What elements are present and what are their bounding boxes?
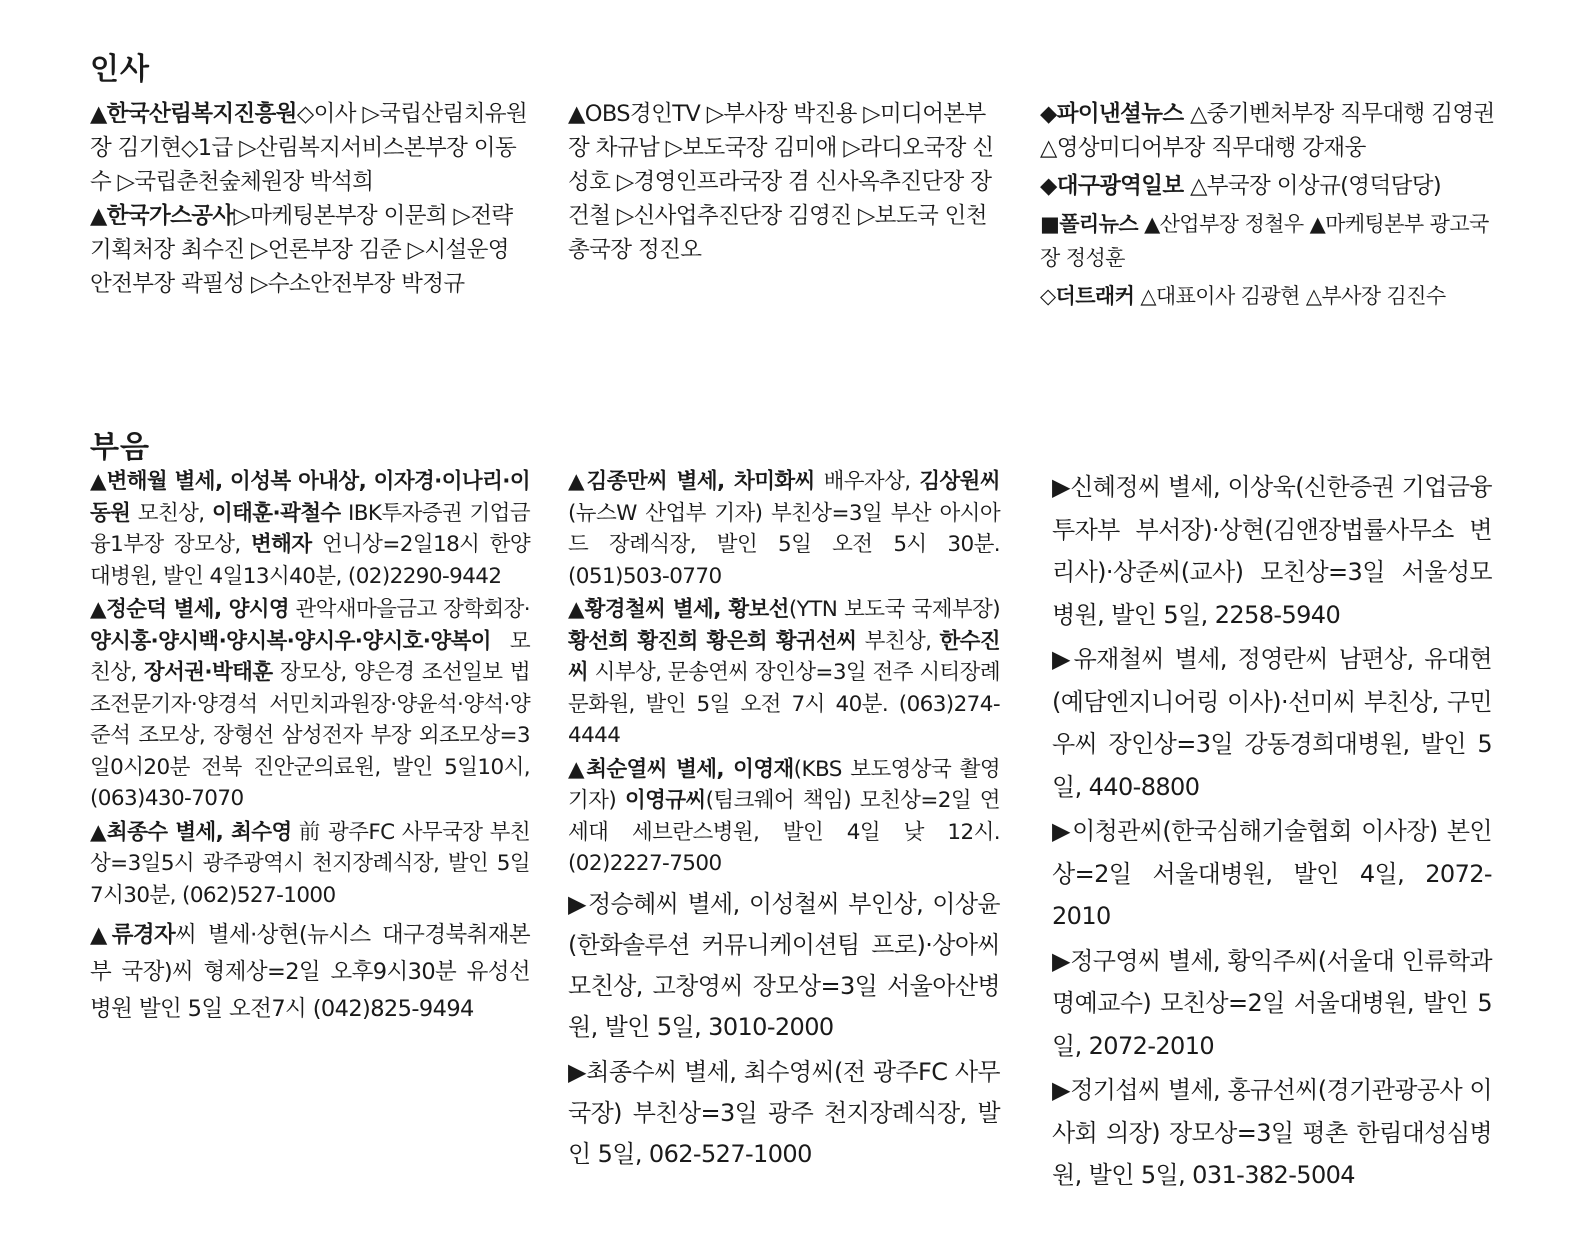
entry-text: ▶신혜정씨 별세, 이상욱(신한증권 기업금융투자부 부서장)·상현(김앤장법률사무소 변리사)·상준씨(교사) 모친상=3일 서울성모병원, 발인 5일, 2258-5940 (1052, 473, 1492, 629)
obituary-entry (90, 817, 530, 912)
names-bold: 황선희 황진희 황은희 황귀선씨 (568, 628, 857, 654)
entry-text: 언니상=2일18시 한양대병원, 발인 4일13시40분, (02)2290-9442 (90, 532, 530, 589)
entry-text: ▶유재철씨 별세, 정영란씨 남편상, 유대현(예담엔지니어링 이사)·선미씨 부친상, 구민우씨 장인상=3일 강동경희대병원, 발인 5일, 440-8800 (1052, 645, 1492, 801)
entry-text: ▷마케팅본부장 이문희 ▷전략기획처장 최수진 ▷언론부장 김준 ▷시설운영안전부장 곽필성 ▷수소안전부장 박정규 (90, 203, 513, 297)
personnel-column-2 (568, 97, 998, 267)
personnel-entry (1040, 97, 1500, 165)
entry-text: ▶정기섭씨 별세, 홍규선씨(경기관광공사 이사회 의장) 장모상=3일 평촌 한림대성심병원, 발인 5일, 031-382-5004 (1052, 1076, 1492, 1189)
entry-text: (YTN 보도국 국제부장) (788, 597, 1001, 622)
entry-text: ▶이청관씨(한국심해기술협회 이사장) 본인상=2일 서울대병원, 발인 4일, 2072-2010 (1052, 817, 1492, 930)
entry-text: △중기벤처부장 직무대행 김영권 △영상미디어부장 직무대행 강재웅 (1040, 101, 1495, 161)
obituary-entry (568, 754, 1000, 880)
obituary-entry (568, 466, 1000, 592)
names-bold: ▲김종만씨 별세, 차미화씨 (568, 469, 815, 494)
personnel-entry (90, 199, 530, 301)
entry-text: ▲산업부장 정철우 ▲마케팅본부 광고국장 정성훈 (1040, 212, 1489, 270)
personnel-entry (1040, 169, 1500, 203)
names-bold: 이태훈·곽철수 (211, 500, 341, 526)
obituary-column-3 (1052, 466, 1492, 1199)
entry-text: 모친상, (90, 628, 530, 685)
obituary-entry (90, 466, 530, 592)
org-name: ■폴리뉴스 (1040, 212, 1138, 236)
names-bold: ▲정순덕 별세, 양시영 (90, 597, 290, 622)
personnel-entry (90, 97, 530, 199)
org-name: ◆대구광역일보 (1040, 173, 1184, 199)
entry-text: ▶정승혜씨 별세, 이성철씨 부인상, 이상윤(한화솔루션 커뮤니케이션팀 프로)·상아씨 모친상, 고창영씨 장모상=3일 서울아산병원, 발인 5일, 3010-2000 (568, 889, 1000, 1041)
entry-text: 배우자상, (814, 469, 920, 494)
entry-text: △대표이사 김광현 △부사장 김진수 (1134, 284, 1446, 308)
entry-text: (KBS 보도영상국 촬영기자) (568, 756, 1001, 813)
entry-text: ▶정구영씨 별세, 황익주씨(서울대 인류학과 명예교수) 모친상=2일 서울대병원, 발인 5일, 2072-2010 (1052, 946, 1492, 1060)
names-bold: 한수진씨 (568, 628, 1000, 685)
entry-text: (팀크웨어 책임) 모친상=2일 연세대 세브란스병원, 발인 4일 낮 12시. (02)2227-7500 (568, 788, 1000, 876)
names-bold: 변해자 (250, 532, 312, 557)
personnel-entry (1040, 279, 1500, 313)
obituary-entry (1052, 638, 1492, 808)
org-name: ▲한국가스공사 (90, 203, 234, 229)
entry-text: 장모상, 양은경 조선일보 법조전문기자·양경석 서민치과원장·양윤석·양석·양준석 조모상, 장형선 삼성전자 부장 외조모상=3일0시20분 전북 진안군의료원, 발인 5일10시, (063)430-7070 (90, 660, 530, 811)
obituary-entry (1052, 940, 1492, 1068)
names-bold: ▲류경자 (90, 922, 176, 948)
obituary-entry (90, 917, 530, 1028)
names-bold: ▲최종수 별세, 최수영 (90, 819, 292, 845)
entry-text: IBK투자증권 기업금융1부장 장모상, (90, 500, 530, 557)
obituary-entry (568, 1052, 1000, 1175)
entry-text: ▲OBS경인TV ▷부사장 박진용 ▷미디어본부장 차규남 ▷보도국장 김미애 ▷라디오국장 신성호 ▷경영인프라국장 겸 신사옥추진단장 장건철 ▷신사업추진단장 김영진 ▷보도국 인천총국장 정진오 (568, 101, 994, 263)
entry-text: 시부상, 문송연씨 장인상=3일 전주 시티장례문화원, 발인 5일 오전 7시 40분. (063)274-4444 (568, 660, 1000, 748)
entry-text: 관악새마을금고 장학회장· (289, 597, 530, 622)
names-bold: ▲황경철씨 별세, 황보선 (568, 597, 789, 622)
obituary-entry (1052, 466, 1492, 636)
personnel-column-3 (1040, 97, 1500, 317)
entry-text: 씨 별세·상현(뉴시스 대구경북취재본부 국장)씨 형제상=2일 오후9시30분 유성선병원 발인 5일 오전7시 (042)825-9494 (90, 922, 530, 1022)
names-bold: 양시홍·양시백·양시복·양시우·양시호·양복이 (90, 628, 491, 654)
org-name: ◇더트래커 (1040, 284, 1135, 308)
entry-text: ◇이사 ▷국립산림치유원장 김기현◇1급 ▷산림복지서비스본부장 이동수 ▷국립춘천숲체원장 박석희 (90, 101, 528, 195)
names-bold: 장서권·박태훈 (143, 660, 273, 685)
section-title-personnel: 인사 (90, 52, 150, 87)
entry-text: 모친상, (130, 500, 212, 526)
obituary-column-1 (90, 466, 530, 1030)
entry-text: 前 광주FC 사무국장 부친상=3일5시 광주광역시 천지장례식장, 발인 5일7시30분, (062)527-1000 (90, 819, 530, 908)
obituary-entry (1052, 1069, 1492, 1197)
names-bold: ▲최순열씨 별세, 이영재 (568, 756, 794, 782)
obituary-entry (1052, 810, 1492, 938)
obituary-entry (568, 594, 1000, 752)
section-title-obituaries: 부음 (90, 430, 150, 465)
org-name: ▲한국산림복지진흥원 (90, 101, 297, 127)
personnel-entry (1040, 207, 1500, 275)
entry-text: △부국장 이상규(영덕담당) (1183, 173, 1442, 199)
entry-text: (뉴스W 산업부 기자) 부친상=3일 부산 아시아드 장례식장, 발인 5일 오전 5시 30분. (051)503-0770 (568, 500, 1000, 589)
org-name: ◆파이낸셜뉴스 (1040, 101, 1184, 127)
personnel-entry (568, 97, 998, 267)
obituary-entry (90, 594, 530, 815)
obituary-column-2 (568, 466, 1000, 1177)
names-bold: 김상원씨 (919, 469, 1000, 494)
obituary-entry (568, 884, 1000, 1048)
names-bold: 이영규씨 (624, 788, 706, 813)
personnel-column-1 (90, 97, 530, 301)
names-bold: ▲변해월 별세, 이성복 아내상, 이자경·이나리·이동원 (90, 469, 530, 526)
entry-text: ▶최종수씨 별세, 최수영씨(전 광주FC 사무국장) 부친상=3일 광주 천지장례식장, 발인 5일, 062-527-1000 (568, 1057, 1000, 1168)
entry-text: 부친상, (856, 628, 940, 654)
